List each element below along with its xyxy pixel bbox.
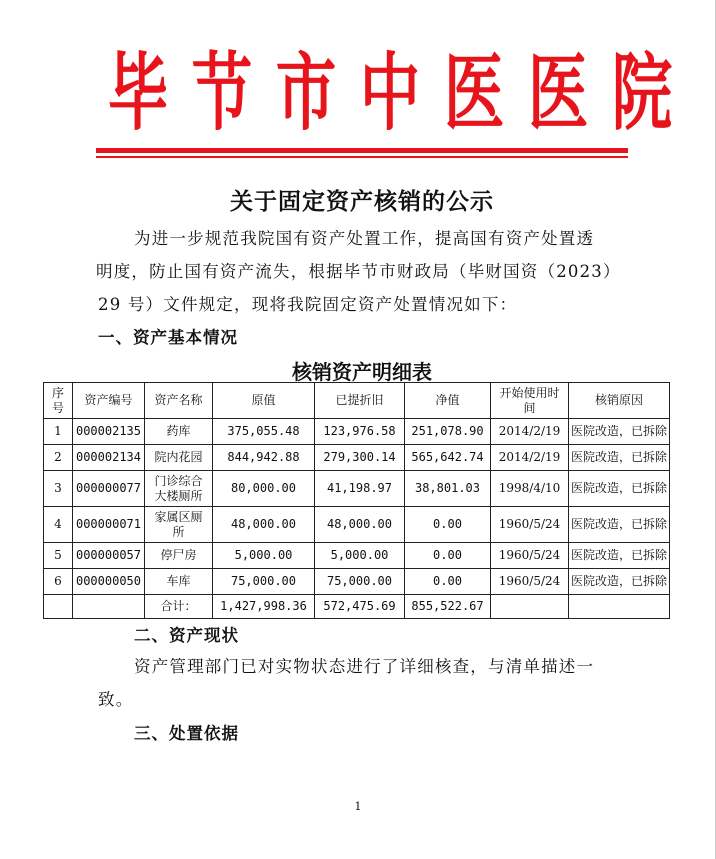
- cell-net: 565,642.74: [405, 445, 491, 471]
- letterhead-char: 医: [443, 43, 505, 142]
- header-depreciated: 已提折旧: [315, 383, 405, 419]
- cell-depreciated: 5,000.00: [315, 543, 405, 569]
- cell-reason: 医院改造，已拆除: [569, 445, 670, 471]
- section-heading-3: 三、处置依据: [134, 724, 239, 743]
- cell-name: 停尸房: [145, 543, 213, 569]
- total-net: 855,522.67: [405, 595, 491, 619]
- cell-code: 000002135: [73, 419, 145, 445]
- cell-name: 门诊综合 大楼厕所: [145, 471, 213, 507]
- header-seq: 序 号: [44, 383, 73, 419]
- cell-original: 844,942.88: [213, 445, 315, 471]
- header-name: 资产名称: [145, 383, 213, 419]
- section-heading-2: 二、资产现状: [134, 626, 239, 645]
- letterhead-char: 节: [191, 43, 253, 142]
- cell-net: 0.00: [405, 569, 491, 595]
- letterhead-char: 市: [275, 43, 337, 142]
- cell-original: 75,000.00: [213, 569, 315, 595]
- cell-start: 1960/5/24: [491, 543, 569, 569]
- table-row: [44, 445, 670, 471]
- cell-start: 1960/5/24: [491, 569, 569, 595]
- cell-name: 药库: [145, 419, 213, 445]
- cell-reason: 医院改造，已拆除: [569, 569, 670, 595]
- cell-depreciated: 41,198.97: [315, 471, 405, 507]
- cell-depreciated: 75,000.00: [315, 569, 405, 595]
- header-original: 原值: [213, 383, 315, 419]
- letterhead-char: 院: [611, 43, 673, 142]
- cell-start: 2014/2/19: [491, 419, 569, 445]
- cell-name: 院内花园: [145, 445, 213, 471]
- cell-depreciated: 48,000.00: [315, 507, 405, 543]
- cell-reason: 医院改造，已拆除: [569, 419, 670, 445]
- intro-line-3: 29 号）文件规定，现将我院固定资产处置情况如下：: [98, 295, 518, 314]
- header-reason: 核销原因: [569, 383, 670, 419]
- asset-write-off-table: [43, 382, 670, 619]
- cell-code: 000000057: [73, 543, 145, 569]
- status-paragraph: [98, 650, 633, 716]
- table-row: [44, 471, 670, 507]
- cell-seq: [44, 595, 73, 619]
- letterhead-char: 毕: [107, 43, 169, 142]
- intro-paragraph: [98, 222, 633, 321]
- cell-reason: [569, 595, 670, 619]
- header-start: 开始使用时 间: [491, 383, 569, 419]
- cell-depreciated: 279,300.14: [315, 445, 405, 471]
- cell-original: 48,000.00: [213, 507, 315, 543]
- cell-reason: 医院改造，已拆除: [569, 543, 670, 569]
- document-title: 关于固定资产核销的公示: [230, 188, 494, 215]
- cell-seq: 2: [44, 445, 73, 471]
- table-row: [44, 543, 670, 569]
- cell-seq: 5: [44, 543, 73, 569]
- cell-name: 家属区厕 所: [145, 507, 213, 543]
- table-header-row: [44, 383, 670, 419]
- status-line-1: 资产管理部门已对实物状态进行了详细核查，与清单描述一: [134, 657, 595, 676]
- cell-depreciated: 123,976.58: [315, 419, 405, 445]
- cell-code: [73, 595, 145, 619]
- table-row: [44, 569, 670, 595]
- cell-original: 375,055.48: [213, 419, 315, 445]
- table-total-row: [44, 595, 670, 619]
- letterhead-rule-thin: [96, 156, 628, 158]
- cell-start: 2014/2/19: [491, 445, 569, 471]
- cell-code: 000002134: [73, 445, 145, 471]
- cell-net: 0.00: [405, 543, 491, 569]
- total-depreciated: 572,475.69: [315, 595, 405, 619]
- table-row: [44, 507, 670, 543]
- section-heading-1: 一、资产基本情况: [98, 328, 238, 347]
- table-row: [44, 419, 670, 445]
- letterhead-rule-thick: [96, 148, 628, 153]
- cell-reason: 医院改造，已拆除: [569, 471, 670, 507]
- cell-original: 5,000.00: [213, 543, 315, 569]
- intro-line-2: 明度，防止国有资产流失，根据毕节市财政局（毕财国资（2023）: [96, 262, 621, 281]
- cell-net: 38,801.03: [405, 471, 491, 507]
- cell-code: 000000050: [73, 569, 145, 595]
- cell-code: 000000071: [73, 507, 145, 543]
- cell-seq: 4: [44, 507, 73, 543]
- cell-original: 80,000.00: [213, 471, 315, 507]
- header-code: 资产编号: [73, 383, 145, 419]
- total-label: 合计：: [145, 595, 213, 619]
- cell-code: 000000077: [73, 471, 145, 507]
- status-line-2: 致。: [98, 690, 134, 709]
- intro-line-1: 为进一步规范我院国有资产处置工作，提高国有资产处置透: [134, 229, 595, 248]
- cell-start: [491, 595, 569, 619]
- cell-seq: 1: [44, 419, 73, 445]
- page-number: 1: [354, 800, 362, 813]
- cell-reason: 医院改造，已拆除: [569, 507, 670, 543]
- cell-start: 1998/4/10: [491, 471, 569, 507]
- letterhead-char: 医: [527, 43, 589, 142]
- hospital-letterhead: [96, 43, 673, 142]
- total-original: 1,427,998.36: [213, 595, 315, 619]
- cell-net: 251,078.90: [405, 419, 491, 445]
- cell-seq: 3: [44, 471, 73, 507]
- letterhead-char: 中: [359, 43, 421, 142]
- cell-name: 车库: [145, 569, 213, 595]
- cell-start: 1960/5/24: [491, 507, 569, 543]
- cell-net: 0.00: [405, 507, 491, 543]
- header-net: 净值: [405, 383, 491, 419]
- table-title: 核销资产明细表: [292, 360, 432, 384]
- cell-seq: 6: [44, 569, 73, 595]
